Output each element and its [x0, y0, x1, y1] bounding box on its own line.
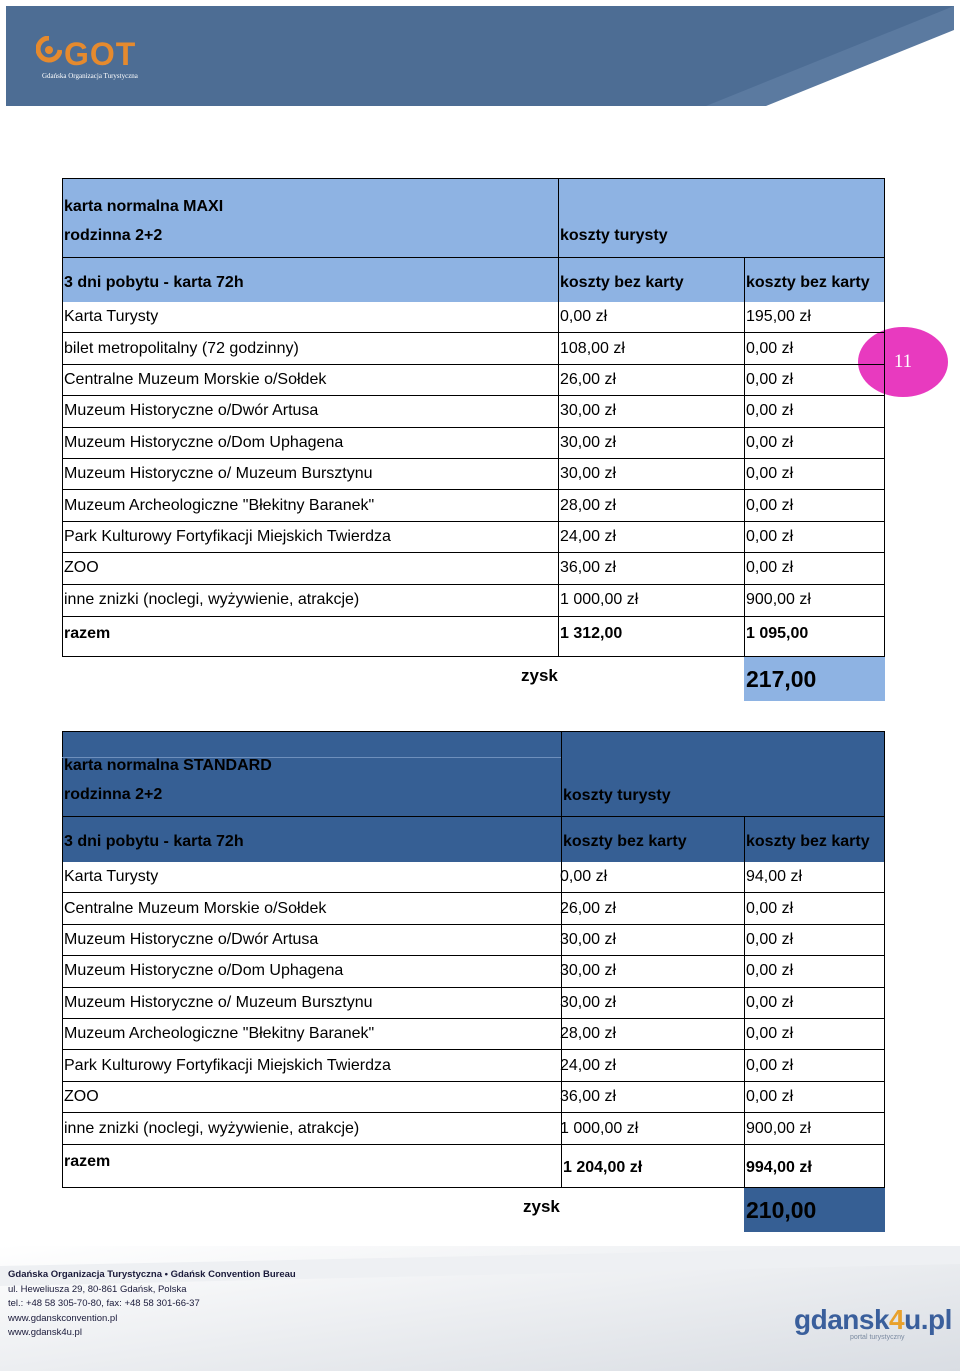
row-col2: 30,00 zł: [560, 930, 617, 948]
row-col2: 0,00 zł: [560, 308, 608, 326]
row-label: ZOO: [64, 559, 99, 577]
row-label: Park Kulturowy Fortyfikacji Miejskich Twierdza: [64, 1056, 391, 1074]
profit-label: zysk: [521, 666, 558, 685]
got-logo-icon: [36, 36, 62, 64]
profit-value: 210,00: [746, 1196, 817, 1223]
table-row: [62, 988, 885, 1019]
row-label: Muzeum Archeologiczne "Błekitny Baranek": [64, 1025, 375, 1043]
row-col3: 0,00 zł: [746, 899, 794, 917]
footer-link-gdansk4u[interactable]: www.gdansk4u.pl: [8, 1327, 82, 1338]
table-row: [62, 428, 885, 459]
row-col3: 0,00 zł: [746, 370, 794, 388]
row-col3: 900,00 zł: [746, 591, 811, 609]
row-col3: 0,00 zł: [746, 527, 794, 545]
table-row: [62, 956, 885, 987]
table-row: [62, 1082, 885, 1113]
brand-subtitle: portal turystyczny: [850, 1334, 905, 1341]
table-maxi-title: karta normalna MAXI: [64, 198, 224, 215]
row-col2: 30,00 zł: [560, 402, 617, 420]
row-col2: 28,00 zł: [560, 1025, 617, 1043]
row-col3: 0,00 zł: [746, 496, 794, 514]
brand-suffix: u.pl: [904, 1304, 952, 1335]
footer-phone: tel.: +48 58 305-70-80, fax: +48 58 301-66-37: [8, 1298, 200, 1309]
table-row: [62, 1019, 885, 1050]
table-maxi-total-row: [62, 616, 885, 657]
row-label: Centralne Muzeum Morskie o/Sołdek: [64, 370, 327, 388]
row-label: Karta Turysty: [64, 308, 159, 326]
row-col3: 0,00 zł: [746, 402, 794, 420]
subheader-col2: koszty bez karty: [560, 274, 684, 291]
total-col2: 1 204,00 zł: [563, 1159, 643, 1176]
row-label: ZOO: [64, 1087, 99, 1105]
brand-prefix: gdansk: [794, 1304, 890, 1335]
total-col2: 1 312,00: [560, 625, 623, 642]
row-label: Muzeum Archeologiczne "Błekitny Baranek": [64, 496, 375, 514]
row-col3: 0,00 zł: [746, 993, 794, 1011]
subheader-col3: koszty bez karty: [746, 833, 870, 850]
table-row: [62, 365, 885, 396]
row-label: Muzeum Historyczne o/Dwór Artusa: [64, 930, 319, 948]
row-label: bilet metropolitalny (72 godzinny): [64, 339, 299, 357]
row-col2: 0,00 zł: [560, 868, 608, 886]
row-label: Muzeum Historyczne o/Dwór Artusa: [64, 402, 319, 420]
total-col3: 1 095,00: [746, 625, 809, 642]
logo-subtitle: Gdańska Organizacja Turystyczna: [42, 72, 138, 80]
row-col2: 1 000,00 zł: [560, 591, 639, 609]
row-col3: 0,00 zł: [746, 433, 794, 451]
table-standard-rule: [62, 816, 885, 817]
table-row: [62, 490, 885, 521]
table-row: [62, 396, 885, 427]
subheader-label: 3 dni pobytu - karta 72h: [64, 274, 244, 291]
row-col3: 0,00 zł: [746, 559, 794, 577]
row-col3: 0,00 zł: [746, 465, 794, 483]
table-row: [62, 553, 885, 584]
row-col2: 30,00 zł: [560, 433, 617, 451]
table-row: [62, 333, 885, 364]
row-label: inne znizki (noclegi, wyżywienie, atrakcje): [64, 591, 360, 609]
row-col3: 195,00 zł: [746, 308, 811, 326]
row-col2: 36,00 zł: [560, 559, 617, 577]
row-label: Park Kulturowy Fortyfikacji Miejskich Twierdza: [64, 527, 391, 545]
row-label: Muzeum Historyczne o/ Muzeum Bursztynu: [64, 465, 373, 483]
profit-value-box: [744, 657, 885, 701]
row-label: inne znizki (noclegi, wyżywienie, atrakcje): [64, 1119, 360, 1137]
row-label: Karta Turysty: [64, 868, 159, 886]
table-standard-total-row: [62, 1144, 885, 1188]
subheader-col3: koszty bez karty: [746, 274, 870, 291]
table-row: [62, 925, 885, 956]
row-col3: 0,00 zł: [746, 962, 794, 980]
row-col3: 0,00 zł: [746, 930, 794, 948]
row-col3: 94,00 zł: [746, 868, 803, 886]
subheader-col2: koszty bez karty: [563, 833, 687, 850]
row-col2: 24,00 zł: [560, 1056, 617, 1074]
row-label: Centralne Muzeum Morskie o/Sołdek: [64, 899, 327, 917]
row-col2: 24,00 zł: [560, 527, 617, 545]
table-row: [62, 1113, 885, 1144]
footer-org: Gdańska Organizacja Turystyczna • Gdańsk Convention Bureau: [8, 1269, 296, 1280]
brand-text: [794, 1304, 952, 1336]
total-label: razem: [64, 1153, 111, 1170]
total-col3: 994,00 zł: [746, 1159, 812, 1176]
logo-text: GOT: [64, 36, 137, 72]
subheader-label: 3 dni pobytu - karta 72h: [64, 833, 244, 850]
table-row: [62, 585, 885, 616]
total-label: razem: [64, 625, 111, 642]
row-col3: 0,00 zł: [746, 1056, 794, 1074]
row-col2: 26,00 zł: [560, 899, 617, 917]
profit-value: 217,00: [746, 665, 817, 692]
page-number: 11: [893, 351, 913, 372]
row-col2: 26,00 zł: [560, 370, 617, 388]
profit-label: zysk: [523, 1197, 560, 1216]
profit-value-box: [744, 1188, 885, 1232]
footer-address: ul. Heweliusza 29, 80-861 Gdańsk, Polska: [8, 1283, 187, 1295]
table-row: [62, 522, 885, 553]
table-maxi-subtitle: rodzinna 2+2: [64, 227, 163, 244]
footer-link-convention[interactable]: www.gdanskconvention.pl: [8, 1312, 118, 1324]
footer-contact: [8, 1268, 296, 1341]
table-standard-cost-header: koszty turysty: [563, 787, 671, 804]
table-maxi-rule: [62, 257, 885, 258]
brand-four: 4: [889, 1304, 905, 1335]
row-label: Muzeum Historyczne o/Dom Uphagena: [64, 433, 344, 451]
row-col2: 36,00 zł: [560, 1087, 617, 1105]
table-row: [62, 459, 885, 490]
row-label: Muzeum Historyczne o/Dom Uphagena: [64, 962, 344, 980]
row-col2: 30,00 zł: [560, 465, 617, 483]
header-band: [6, 6, 954, 106]
table-standard-subheader: [62, 824, 885, 862]
row-col3: 0,00 zł: [746, 339, 794, 357]
table-row: [62, 1050, 885, 1081]
table-row: [62, 893, 885, 924]
table-row: [62, 862, 885, 893]
row-col2: 30,00 zł: [560, 962, 617, 980]
row-col3: 0,00 zł: [746, 1025, 794, 1043]
table-row: [62, 302, 885, 333]
gdansk4u-logo: [794, 1302, 952, 1342]
row-label: Muzeum Historyczne o/ Muzeum Bursztynu: [64, 993, 373, 1011]
row-col2: 28,00 zł: [560, 496, 617, 514]
table-maxi-cost-header: koszty turysty: [560, 227, 668, 244]
table-standard-subtitle: rodzinna 2+2: [64, 786, 163, 803]
row-col2: 30,00 zł: [560, 993, 617, 1011]
row-col2: 108,00 zł: [560, 339, 625, 357]
row-col3: 900,00 zł: [746, 1119, 811, 1137]
table-standard-title: karta normalna STANDARD: [64, 757, 272, 774]
row-col3: 0,00 zł: [746, 1087, 794, 1105]
got-logo: [36, 36, 196, 86]
row-col2: 1 000,00 zł: [560, 1119, 639, 1137]
table-maxi-subheader: [62, 266, 885, 302]
